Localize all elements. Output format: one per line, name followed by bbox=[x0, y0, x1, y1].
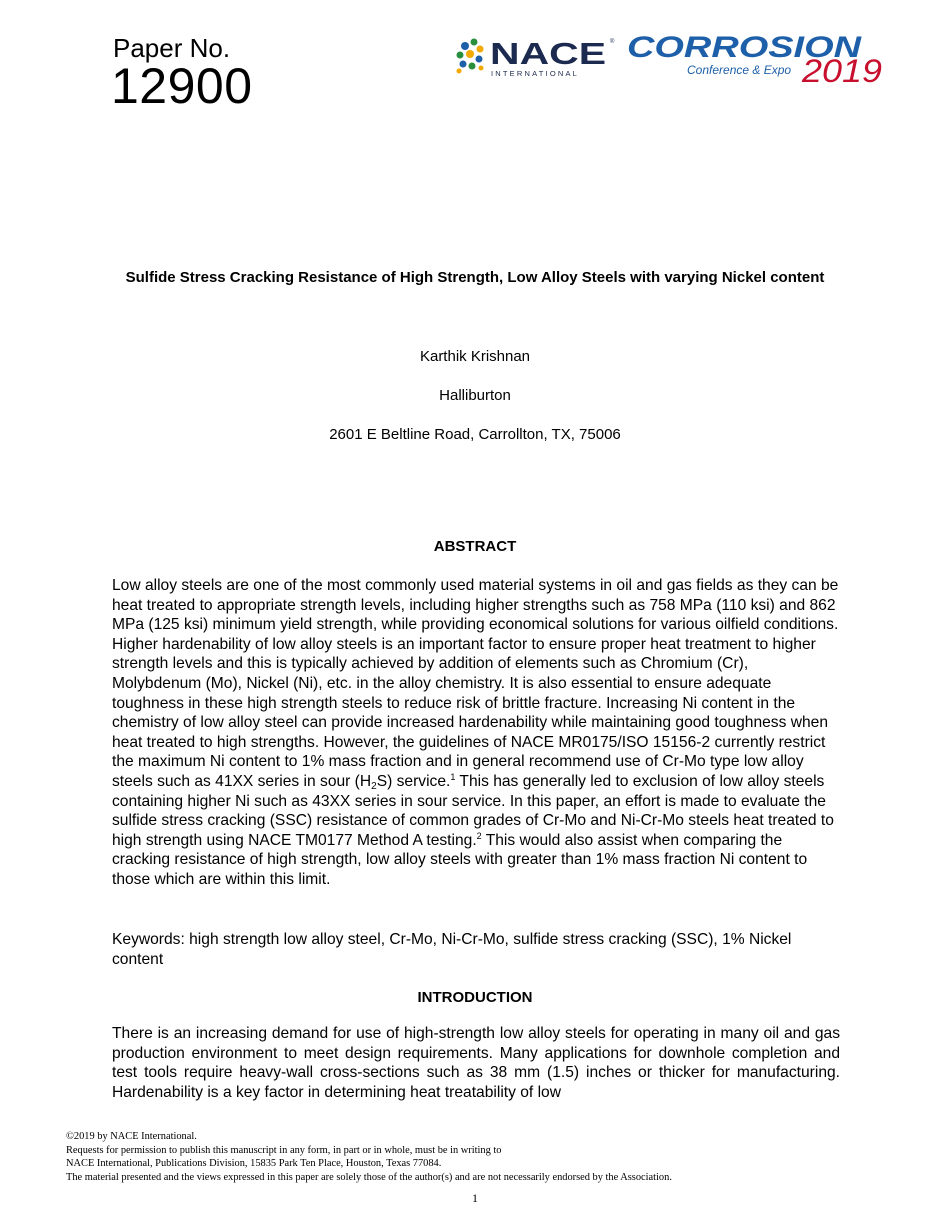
nace-logo-text: NACE bbox=[490, 36, 606, 71]
nace-logo bbox=[452, 34, 617, 80]
abstract-heading: ABSTRACT bbox=[433, 538, 517, 555]
abstract-text-3: This has generally led to exclusion of low alloy steels containing higher Ni such as 43XX series in sour service. In this paper, an effort is made to evaluate the sulfide stress cracking (SSC) resistance of common grades of Cr-Mo and Ni-Cr-Mo steels heat treated to high strength using NACE TM0177 Method A testing. bbox=[112, 772, 834, 849]
svg-text:®: ® bbox=[610, 39, 615, 45]
abstract-text-4: This would also assist when comparing the cracking resistance of high strength, low alloy steels with greater than 1% mass fraction Ni content to those which are within this limit. bbox=[112, 831, 808, 888]
reference-1-superscript: 1 bbox=[450, 771, 456, 782]
author-affiliation: Halliburton bbox=[439, 387, 511, 404]
author-address: 2601 E Beltline Road, Carrollton, TX, 75006 bbox=[329, 426, 621, 443]
nace-logo-subtext: INTERNATIONAL bbox=[491, 69, 580, 78]
corrosion-logo-text: CORROSION bbox=[627, 31, 863, 64]
corrosion-logo bbox=[625, 30, 887, 86]
abstract-text-1: Low alloy steels are one of the most commonly used material systems in oil and gas fields as they can be heat treated to appropriate strength levels, including higher strengths such as 758 MPa (110 ksi) and 862 MPa (125 ksi) minimum yield strength, while providing economical solutions for various oilfield conditions. Higher hardenability of low alloy steels is an important factor to ensure proper heat treatment to higher strength levels and this is typically achieved by addition of elements such as Chromium (Cr), Molybdenum (Mo), Nickel (Ni), etc. in the alloy chemistry. It is also essential to ensure adequate toughness in these high strength steels to reduce risk of brittle fracture. Increasing Ni content in the chemistry of low alloy steel can provide increased hardenability while maintaining good toughness when heat treated to high strengths. However, the guidelines of NACE MR0175/ISO 15156-2 currently restrict the maximum Ni content to 1% mass fraction and in general recommend use of Cr-Mo type low alloy steels such as 41XX series in sour (H bbox=[112, 577, 839, 790]
footer-line: The material presented and the views expressed in this paper are solely those of the author(s) and are not necessarily endorsed by the Association. bbox=[66, 1171, 672, 1183]
footer-line: Requests for permission to publish this manuscript in any form, in part or in whole, must be in writing to bbox=[66, 1144, 502, 1156]
nace-globe-icon bbox=[457, 39, 484, 74]
page-number: 1 bbox=[472, 1191, 478, 1205]
abstract-body bbox=[112, 576, 840, 890]
abstract-text-2: S) service. bbox=[376, 772, 451, 790]
paper-title: Sulfide Stress Cracking Resistance of High Strength, Low Alloy Steels with varying Nickel content bbox=[125, 269, 825, 286]
paper-label: Paper No. bbox=[113, 33, 231, 63]
footer-line: NACE International, Publications Division, 15835 Park Ten Place, Houston, Texas 77084. bbox=[66, 1158, 442, 1169]
introduction-heading: INTRODUCTION bbox=[417, 989, 533, 1006]
corrosion-logo-year: 2019 bbox=[800, 53, 883, 86]
paper-number: 12900 bbox=[111, 58, 253, 114]
keywords: Keywords: high strength low alloy steel, Cr-Mo, Ni-Cr-Mo, sulfide stress cracking (SSC), 1% Nickel content bbox=[112, 931, 792, 968]
introduction-body: There is an increasing demand for use of high-strength low alloy steels for operating in many oil and gas production environment to meet design requirements. Many applications for downhole completion and test tools require heavy-wall cross-sections such as 38 mm (1.5) inches or thicker for manufacturing. Hardenability is a key factor in determining heat treatability of low bbox=[112, 1025, 840, 1101]
h2s-subscript: 2 bbox=[371, 780, 377, 792]
footer-copyright: ©2019 by NACE International. bbox=[66, 1131, 197, 1142]
author-name: Karthik Krishnan bbox=[419, 348, 531, 365]
corrosion-logo-subtext: Conference & Expo bbox=[687, 63, 792, 77]
reference-2-superscript: 2 bbox=[476, 830, 482, 841]
footer bbox=[66, 1130, 886, 1184]
